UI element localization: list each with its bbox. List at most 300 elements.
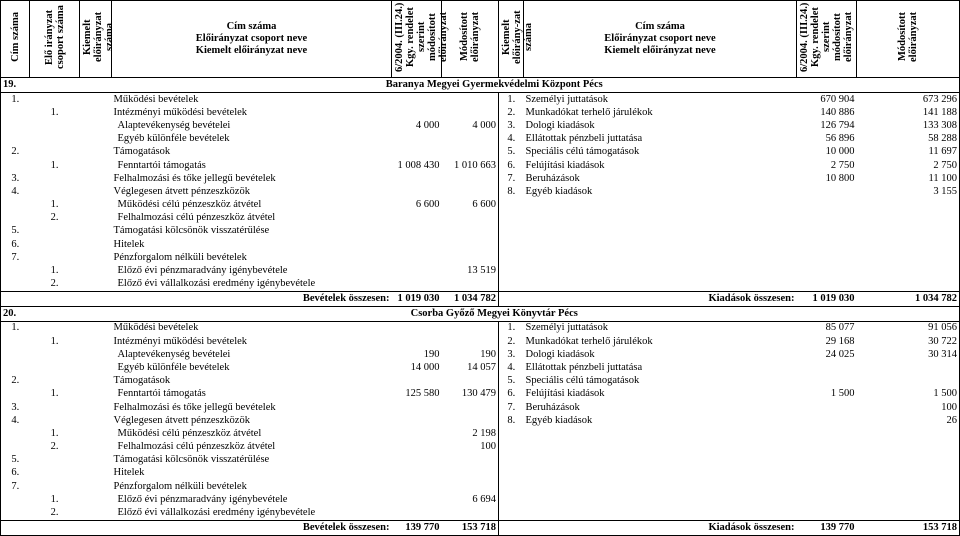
cim-number <box>1 159 30 172</box>
expense-number <box>499 238 524 251</box>
table-row <box>1 388 960 401</box>
revenue-label: Intézményi működési bevételek <box>113 106 248 118</box>
expense-modified <box>857 427 960 440</box>
group-number <box>30 480 80 493</box>
expense-modified <box>857 480 960 493</box>
revenue-original <box>392 185 442 198</box>
group-number: 2. <box>50 507 59 519</box>
table-row <box>1 238 960 251</box>
revenue-original <box>392 335 442 348</box>
expense-original <box>797 467 857 480</box>
table-row <box>1 467 960 480</box>
revenue-original: 6 600 <box>415 199 440 211</box>
totals-row <box>1 291 960 306</box>
revenue-label: Működési bevételek <box>113 322 199 334</box>
expense-label <box>524 238 797 251</box>
totals-row <box>1 520 960 535</box>
expense-label: Dologi kiadások <box>525 119 595 131</box>
expense-modified: 1 500 <box>857 388 960 401</box>
item-number <box>80 441 112 454</box>
item-number <box>80 238 112 251</box>
revenue-modified <box>442 401 499 414</box>
expense-total-original: 139 770 <box>797 520 857 535</box>
expense-label: Egyéb kiadások <box>525 185 593 197</box>
revenue-label: Működési bevételek <box>113 93 199 105</box>
revenue-modified: 190 <box>442 348 499 361</box>
expense-number: 6. <box>507 388 516 400</box>
expense-label: Felújítási kiadások <box>525 388 605 400</box>
item-number <box>80 480 112 493</box>
expense-label <box>524 278 797 292</box>
expense-original: 24 025 <box>825 348 855 360</box>
revenue-label: Támogatási kölcsönök visszatérülése <box>113 454 270 466</box>
revenue-original <box>392 225 442 238</box>
revenue-modified: 4 000 <box>442 119 499 132</box>
header-modositott: Módosított előirányzat <box>442 1 499 78</box>
revenue-original: 14 000 <box>410 361 440 373</box>
expense-original <box>797 199 857 212</box>
revenue-original: 4 000 <box>415 119 440 131</box>
group-number: 1. <box>50 106 59 118</box>
revenue-modified: 6 600 <box>442 199 499 212</box>
expense-label: Beruházások <box>525 401 580 413</box>
expense-number: 3. <box>507 348 516 360</box>
cim-number: 2. <box>1 146 30 159</box>
expense-modified: 11 100 <box>857 172 960 185</box>
expense-number: 4. <box>507 361 516 373</box>
expense-label <box>524 251 797 264</box>
group-number: 1. <box>50 199 59 211</box>
expense-original: 10 000 <box>825 146 855 158</box>
table-row <box>1 185 960 198</box>
revenue-label: Fenntartói támogatás <box>117 388 206 400</box>
cim-number: 3. <box>1 401 30 414</box>
table-row <box>1 375 960 388</box>
revenue-modified <box>442 278 499 292</box>
expense-label <box>524 264 797 277</box>
expense-label <box>524 225 797 238</box>
expense-original: 2 750 <box>830 159 855 171</box>
expense-original <box>797 454 857 467</box>
item-number <box>80 414 112 427</box>
expense-modified <box>857 225 960 238</box>
table-row <box>1 348 960 361</box>
expense-original <box>797 506 857 520</box>
expense-original <box>797 427 857 440</box>
header-names-right: Cím száma Előirányzat csoport neve Kiemelt előirányzat neve <box>524 1 797 78</box>
revenue-original <box>392 480 442 493</box>
table-row <box>1 427 960 440</box>
item-number <box>80 119 112 132</box>
revenue-original <box>392 441 442 454</box>
group-number <box>30 119 80 132</box>
expense-label: Munkadókat terhelő járulékok <box>525 335 653 347</box>
revenue-label: Előző évi vállalkozási eredmény igénybevétele <box>117 278 316 290</box>
item-number <box>80 106 112 119</box>
group-number: 2. <box>50 441 59 453</box>
revenue-modified <box>442 335 499 348</box>
expense-modified <box>857 264 960 277</box>
header-names-left: Cím száma Előirányzat csoport neve Kiemelt előirányzat neve <box>112 1 392 78</box>
group-number <box>30 238 80 251</box>
table-row <box>1 212 960 225</box>
revenue-label: Pénzforgalom nélküli bevételek <box>113 251 247 263</box>
revenue-modified: 13 519 <box>442 264 499 277</box>
expense-total-label: Kiadások összesen: <box>499 291 797 306</box>
expense-modified: 3 155 <box>857 185 960 198</box>
revenue-original <box>392 467 442 480</box>
cim-number <box>1 506 30 520</box>
revenue-label: Egyéb különféle bevételek <box>117 133 230 145</box>
expense-modified <box>857 441 960 454</box>
revenue-original: 125 580 <box>405 388 440 400</box>
expense-number <box>499 251 524 264</box>
expense-number <box>499 480 524 493</box>
cim-number <box>1 361 30 374</box>
expense-modified: 673 296 <box>857 93 960 107</box>
expense-original: 126 794 <box>820 119 855 131</box>
header-modositott-right: Módosított előirányzat <box>857 1 960 78</box>
table-row <box>1 93 960 107</box>
revenue-label: Működési célú pénzeszköz átvétel <box>117 199 262 211</box>
revenue-label: Hitelek <box>113 467 145 479</box>
expense-modified: 30 314 <box>857 348 960 361</box>
expense-modified <box>857 238 960 251</box>
expense-modified: 91 056 <box>857 321 960 335</box>
cim-number <box>1 264 30 277</box>
expense-original <box>797 225 857 238</box>
expense-label: Munkadókat terhelő járulékok <box>525 106 653 118</box>
expense-modified: 100 <box>857 401 960 414</box>
expense-total-label: Kiadások összesen: <box>499 520 797 535</box>
table-row <box>1 506 960 520</box>
expense-number: 8. <box>507 185 516 197</box>
revenue-original: 190 <box>423 348 440 360</box>
revenue-original <box>392 427 442 440</box>
revenue-original <box>392 493 442 506</box>
cim-number <box>1 427 30 440</box>
expense-modified: 2 750 <box>857 159 960 172</box>
expense-original: 85 077 <box>825 322 855 334</box>
expense-original <box>797 278 857 292</box>
item-number <box>80 467 112 480</box>
section-title: Csorba Győző Megyei Könyvtár Pécs <box>30 306 960 321</box>
item-number <box>80 251 112 264</box>
revenue-modified <box>442 133 499 146</box>
table-row <box>1 159 960 172</box>
expense-original <box>797 251 857 264</box>
revenue-total-modified: 1 034 782 <box>442 291 499 306</box>
revenue-modified <box>442 506 499 520</box>
expense-label: Beruházások <box>525 172 580 184</box>
revenue-total-label: Bevételek összesen: <box>1 520 392 535</box>
item-number <box>80 493 112 506</box>
table-row <box>1 251 960 264</box>
revenue-modified <box>442 467 499 480</box>
revenue-label: Véglegesen átvett pénzeszközök <box>113 414 250 426</box>
revenue-modified <box>442 106 499 119</box>
expense-number: 5. <box>507 375 516 387</box>
item-number <box>80 401 112 414</box>
revenue-modified <box>442 375 499 388</box>
expense-label: Speciális célú támogatások <box>525 146 640 158</box>
table-row <box>1 264 960 277</box>
revenue-modified <box>442 414 499 427</box>
group-number <box>30 251 80 264</box>
expense-original <box>797 441 857 454</box>
revenue-modified <box>442 93 499 107</box>
expense-original <box>797 414 857 427</box>
revenue-original <box>392 414 442 427</box>
expense-original <box>797 375 857 388</box>
group-number: 1. <box>50 388 59 400</box>
expense-label <box>524 480 797 493</box>
group-number <box>30 172 80 185</box>
table-row <box>1 480 960 493</box>
revenue-original: 1 008 430 <box>397 159 440 171</box>
item-number <box>80 454 112 467</box>
revenue-modified: 6 694 <box>442 493 499 506</box>
group-number: 2. <box>50 212 59 224</box>
revenue-original <box>392 454 442 467</box>
expense-label <box>524 212 797 225</box>
item-number <box>80 321 112 335</box>
expense-number <box>499 441 524 454</box>
expense-modified <box>857 251 960 264</box>
expense-label: Egyéb kiadások <box>525 414 593 426</box>
revenue-label: Felhalmozási célú pénzeszköz átvétel <box>117 212 276 224</box>
table-header <box>1 1 960 78</box>
table-row <box>1 335 960 348</box>
expense-modified <box>857 199 960 212</box>
group-number <box>30 93 80 107</box>
cim-number <box>1 441 30 454</box>
revenue-label: Alaptevékenység bevételei <box>117 348 231 360</box>
revenue-modified <box>442 238 499 251</box>
revenue-modified <box>442 172 499 185</box>
table-row <box>1 441 960 454</box>
expense-label: Személyi juttatások <box>525 322 609 334</box>
group-number: 1. <box>50 427 59 439</box>
expense-number: 5. <box>507 146 516 158</box>
header-kiemelt-szama-right: Kiemelt előirány-zat száma <box>499 1 524 78</box>
expense-number: 4. <box>507 133 516 145</box>
item-number <box>80 335 112 348</box>
revenue-original <box>392 506 442 520</box>
revenue-modified: 1 010 663 <box>442 159 499 172</box>
cim-number: 4. <box>1 185 30 198</box>
expense-modified <box>857 467 960 480</box>
revenue-label: Fenntartói támogatás <box>117 159 206 171</box>
cim-number: 5. <box>1 454 30 467</box>
revenue-modified <box>442 454 499 467</box>
revenue-original <box>392 172 442 185</box>
expense-number <box>499 467 524 480</box>
cim-number <box>1 388 30 401</box>
cim-number <box>1 348 30 361</box>
item-number <box>80 159 112 172</box>
expense-original: 670 904 <box>820 93 855 105</box>
expense-number: 2. <box>507 106 516 118</box>
table-row <box>1 414 960 427</box>
expense-modified: 141 188 <box>857 106 960 119</box>
expense-modified: 30 722 <box>857 335 960 348</box>
expense-modified <box>857 278 960 292</box>
group-number <box>30 225 80 238</box>
section-header <box>1 78 960 93</box>
revenue-modified: 14 057 <box>442 361 499 374</box>
table-row <box>1 133 960 146</box>
expense-label <box>524 493 797 506</box>
revenue-modified <box>442 251 499 264</box>
group-number <box>30 185 80 198</box>
expense-original <box>797 238 857 251</box>
header-cim-szama: Cím száma <box>1 1 30 78</box>
table-row <box>1 225 960 238</box>
revenue-label: Pénzforgalom nélküli bevételek <box>113 480 247 492</box>
revenue-total-label: Bevételek összesen: <box>1 291 392 306</box>
expense-label <box>524 454 797 467</box>
table-row <box>1 454 960 467</box>
revenue-original <box>392 212 442 225</box>
expense-number: 6. <box>507 159 516 171</box>
revenue-total-original: 139 770 <box>392 520 442 535</box>
cim-number: 6. <box>1 238 30 251</box>
item-number <box>80 427 112 440</box>
cim-number <box>1 106 30 119</box>
revenue-modified <box>442 146 499 159</box>
revenue-original <box>392 264 442 277</box>
table-row <box>1 146 960 159</box>
cim-number: 7. <box>1 480 30 493</box>
expense-original <box>797 493 857 506</box>
expense-modified: 11 697 <box>857 146 960 159</box>
group-number <box>30 414 80 427</box>
item-number <box>80 172 112 185</box>
expense-modified: 58 288 <box>857 133 960 146</box>
expense-number <box>499 278 524 292</box>
expense-label: Dologi kiadások <box>525 348 595 360</box>
expense-modified <box>857 375 960 388</box>
cim-number <box>1 493 30 506</box>
group-number: 1. <box>50 335 59 347</box>
cim-number: 5. <box>1 225 30 238</box>
revenue-original <box>392 251 442 264</box>
revenue-original <box>392 106 442 119</box>
item-number <box>80 225 112 238</box>
revenue-original <box>392 375 442 388</box>
header-rendelet-szerint: 6/2004. (III.24.) Kgy. rendelet szerint módosított előirányzat <box>392 1 442 78</box>
table-row <box>1 119 960 132</box>
expense-number <box>499 506 524 520</box>
table-row <box>1 401 960 414</box>
group-number: 1. <box>50 265 59 277</box>
revenue-modified: 100 <box>442 441 499 454</box>
expense-original <box>797 185 857 198</box>
expense-modified <box>857 361 960 374</box>
revenue-label: Intézményi működési bevételek <box>113 335 248 347</box>
table-row <box>1 361 960 374</box>
table-row <box>1 493 960 506</box>
expense-modified <box>857 454 960 467</box>
group-number <box>30 348 80 361</box>
header-eloiranyzat-csoport-szama: Elő irányzat csoport száma <box>30 1 80 78</box>
revenue-original <box>392 238 442 251</box>
expense-original: 56 896 <box>825 133 855 145</box>
expense-label <box>524 441 797 454</box>
revenue-original <box>392 93 442 107</box>
cim-number: 2. <box>1 375 30 388</box>
expense-modified: 26 <box>857 414 960 427</box>
expense-total-modified: 153 718 <box>857 520 960 535</box>
revenue-label: Működési célú pénzeszköz átvétel <box>117 427 262 439</box>
expense-number: 7. <box>507 401 516 413</box>
cim-number <box>1 119 30 132</box>
item-number <box>80 185 112 198</box>
cim-number: 7. <box>1 251 30 264</box>
expense-label: Személyi juttatások <box>525 93 609 105</box>
expense-label: Speciális célú támogatások <box>525 375 640 387</box>
cim-number <box>1 133 30 146</box>
item-number <box>80 348 112 361</box>
header-kiemelt-eloiranyzat-szama: Kiemelt előirányzat száma <box>80 1 112 78</box>
revenue-label: Előző évi pénzmaradvány igénybevétele <box>117 265 288 277</box>
item-number <box>80 93 112 107</box>
expense-number: 1. <box>507 93 516 105</box>
revenue-total-modified: 153 718 <box>442 520 499 535</box>
expense-original <box>797 212 857 225</box>
expense-number <box>499 264 524 277</box>
item-number <box>80 375 112 388</box>
revenue-label: Egyéb különféle bevételek <box>117 361 230 373</box>
group-number: 2. <box>50 278 59 290</box>
expense-original <box>797 480 857 493</box>
expense-label <box>524 467 797 480</box>
expense-modified <box>857 493 960 506</box>
expense-number <box>499 427 524 440</box>
cim-number: 3. <box>1 172 30 185</box>
revenue-label: Alaptevékenység bevételei <box>117 119 231 131</box>
revenue-modified: 2 198 <box>442 427 499 440</box>
group-number <box>30 401 80 414</box>
expense-label: Felújítási kiadások <box>525 159 605 171</box>
section-title: Baranya Megyei Gyermekvédelmi Központ Pécs <box>30 78 960 93</box>
item-number <box>80 212 112 225</box>
section-header <box>1 306 960 321</box>
expense-number: 2. <box>507 335 516 347</box>
expense-number <box>499 493 524 506</box>
group-number <box>30 454 80 467</box>
cim-number: 4. <box>1 414 30 427</box>
item-number <box>80 199 112 212</box>
expense-modified <box>857 506 960 520</box>
expense-number <box>499 199 524 212</box>
cim-number: 1. <box>1 93 30 107</box>
revenue-modified <box>442 185 499 198</box>
cim-number <box>1 199 30 212</box>
revenue-original <box>392 146 442 159</box>
expense-modified <box>857 212 960 225</box>
expense-label: Ellátottak pénzbeli juttatása <box>525 361 643 373</box>
expense-modified: 133 308 <box>857 119 960 132</box>
section-number: 19. <box>1 78 30 93</box>
revenue-original <box>392 321 442 335</box>
table-row <box>1 106 960 119</box>
revenue-label: Támogatási kölcsönök visszatérülése <box>113 225 270 237</box>
group-number <box>30 146 80 159</box>
expense-original <box>797 361 857 374</box>
group-number <box>30 361 80 374</box>
